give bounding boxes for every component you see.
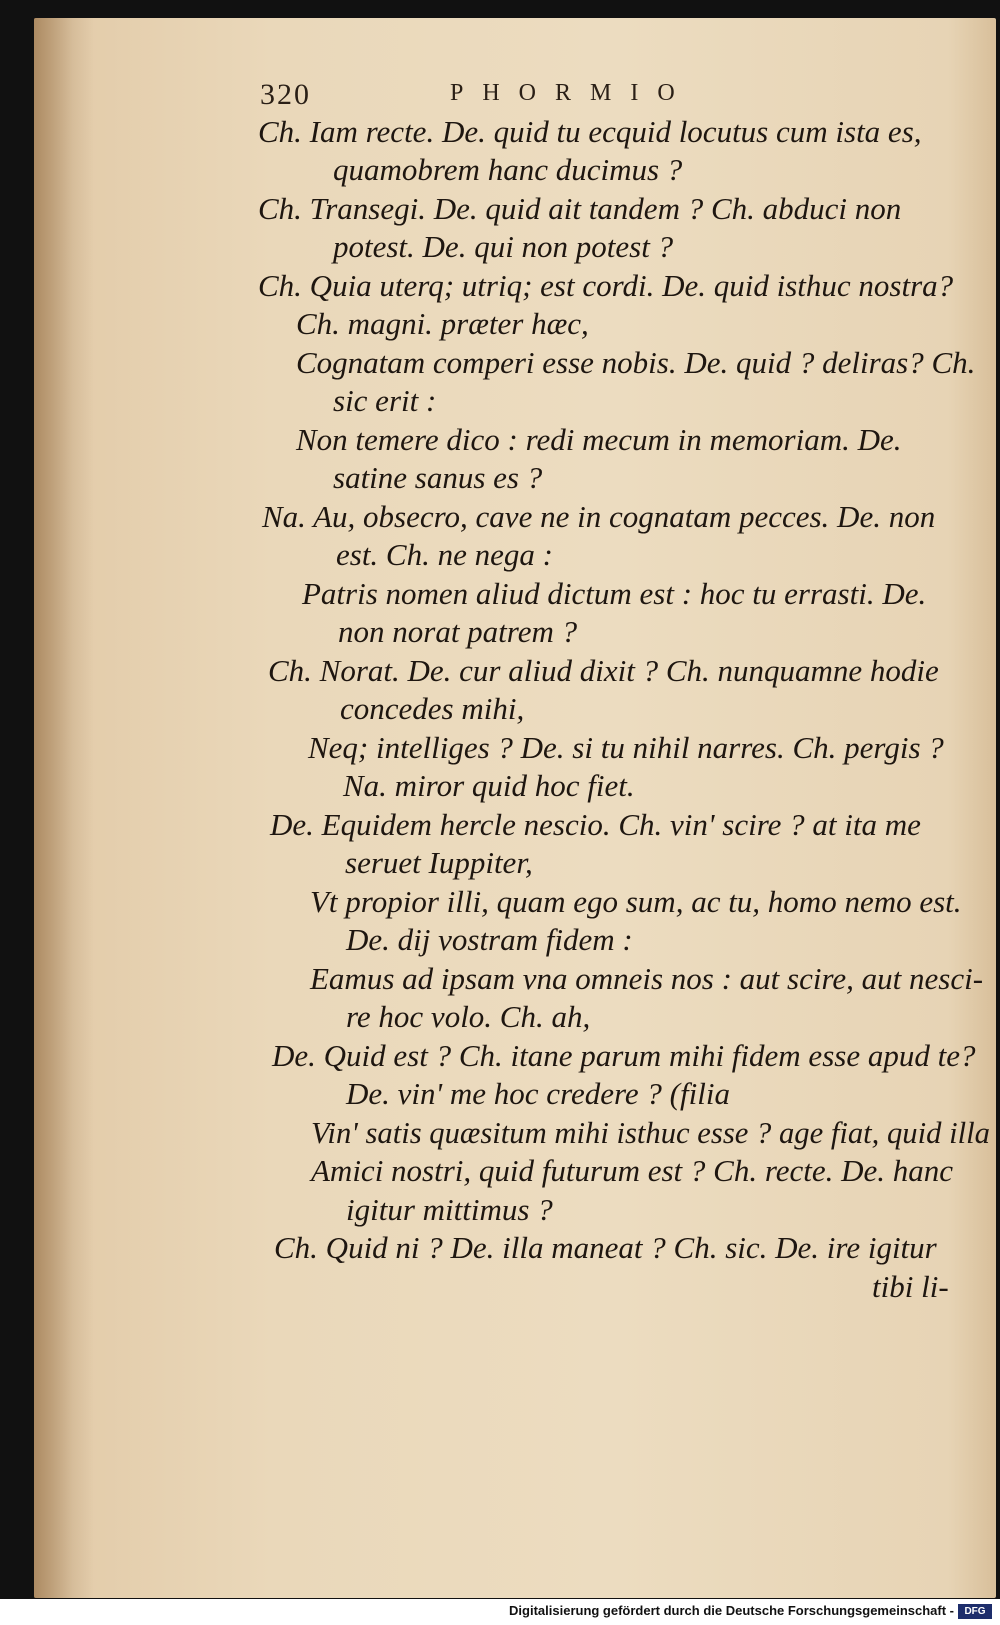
text-line: concedes mihi,: [340, 691, 525, 726]
dfg-logo: DFG: [958, 1604, 992, 1619]
text-line: seruet Iuppiter,: [345, 845, 533, 880]
text-line: Eamus ad ipsam vna omneis nos : aut scire, aut nesci-: [310, 961, 984, 996]
text-line: Ch. Iam recte. De. quid tu ecquid locutus cum ista es,: [258, 114, 922, 149]
text-line: Ch. magni. præter hæc,: [296, 306, 589, 341]
text-line: potest. De. qui non potest ?: [333, 229, 674, 264]
text-line: Cognatam comperi esse nobis. De. quid ? deliras? Ch.: [296, 345, 976, 380]
text-line: Ch. Quia uterq; utriq; est cordi. De. quid isthuc nostra?: [258, 268, 954, 303]
text-line: Vin' satis quæsitum mihi isthuc esse ? age fiat, quid illa: [311, 1115, 990, 1150]
text-line: De. Equidem hercle nescio. Ch. vin' scire ? at ita me: [270, 807, 921, 842]
text-line: tibi li-: [872, 1269, 949, 1304]
running-title: PHORMIO: [450, 80, 694, 106]
text-line: re hoc volo. Ch. ah,: [346, 999, 591, 1034]
text-line: Na. miror quid hoc fiet.: [343, 768, 635, 803]
text-line: De. dij vostram fidem :: [346, 922, 633, 957]
text-line: non norat patrem ?: [338, 614, 578, 649]
page-number: 320: [260, 78, 311, 111]
text-line: Na. Au, obsecro, cave ne in cognatam pecces. De. non: [262, 499, 936, 534]
text-line: Neq; intelliges ? De. si tu nihil narres. Ch. pergis ?: [308, 730, 944, 765]
text-line: satine sanus es ?: [333, 460, 543, 495]
funding-notice: Digitalisierung gefördert durch die Deutsche Forschungsgemeinschaft -: [509, 1603, 954, 1618]
text-line: Vt propior illi, quam ego sum, ac tu, homo nemo est.: [310, 884, 962, 919]
text-line: igitur mittimus ?: [346, 1192, 553, 1227]
text-line: sic erit :: [333, 383, 437, 418]
text-line: quamobrem hanc ducimus ?: [333, 152, 683, 187]
page-gutter-shadow: [34, 18, 94, 1598]
digitization-footer: [0, 1599, 1000, 1625]
text-line: Non temere dico : redi mecum in memoriam. De.: [296, 422, 902, 457]
text-line: Ch. Quid ni ? De. illa maneat ? Ch. sic. De. ire igitur: [274, 1230, 937, 1265]
page-header: [260, 78, 940, 118]
text-line: Patris nomen aliud dictum est : hoc tu errasti. De.: [302, 576, 927, 611]
text-line: Amici nostri, quid futurum est ? Ch. recte. De. hanc: [311, 1153, 954, 1188]
text-line: De. Quid est ? Ch. itane parum mihi fidem esse apud te?: [272, 1038, 976, 1073]
text-line: est. Ch. ne nega :: [336, 537, 553, 572]
text-line: Ch. Transegi. De. quid ait tandem ? Ch. abduci non: [258, 191, 902, 226]
text-line: Ch. Norat. De. cur aliud dixit ? Ch. nunquamne hodie: [268, 653, 939, 688]
text-line: De. vin' me hoc credere ? (filia: [346, 1076, 730, 1111]
